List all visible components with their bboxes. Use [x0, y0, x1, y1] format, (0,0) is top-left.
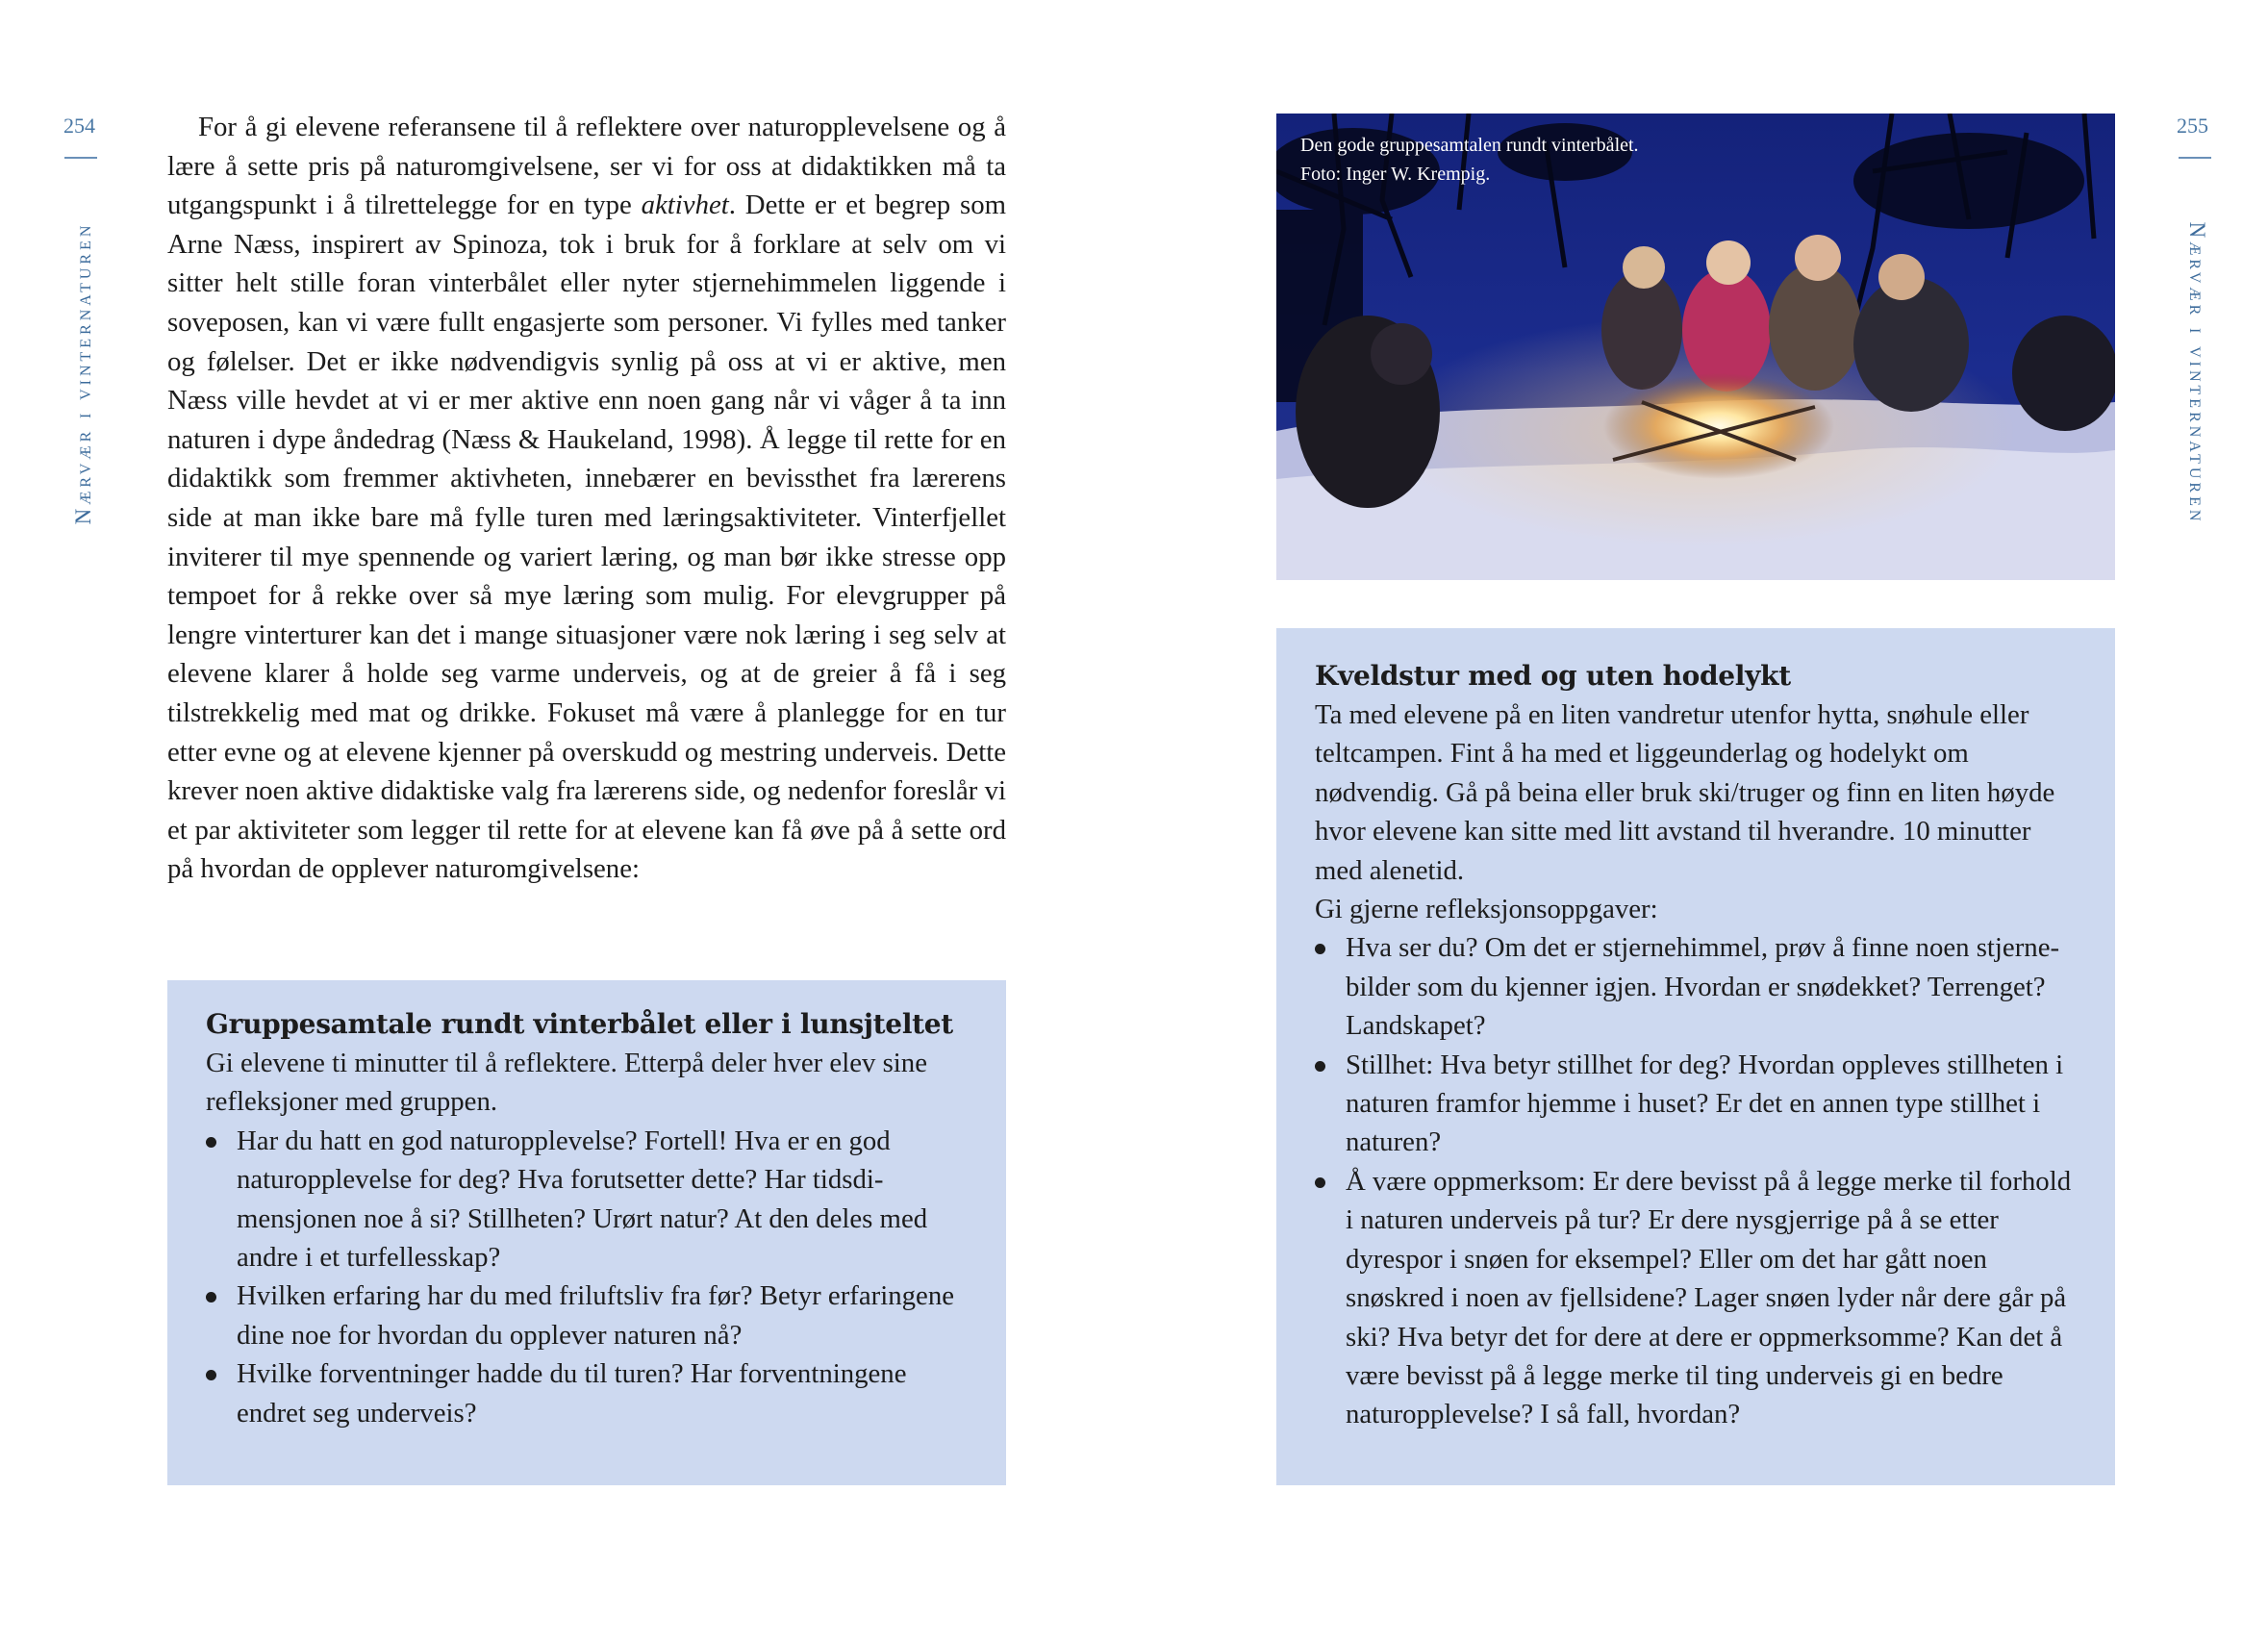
- question-list: [1315, 928, 2077, 1433]
- list-item: Hva ser du? Om det er stjernehimmel, prøv å finne noen stjernebilder som du kjenner igjen. Hvordan er snødekket? Terrenget? Landskapet?: [1315, 928, 2077, 1045]
- bullet-icon: [206, 1292, 216, 1303]
- page-number-rule-left: [64, 157, 97, 159]
- paragraph-emphasis: aktivhet: [641, 190, 729, 221]
- activity-box-evening-walk: [1276, 628, 2115, 1485]
- running-head-right: Nærvær i vinternaturen: [2185, 221, 2209, 525]
- page-number-left: 254: [63, 114, 95, 138]
- bullet-icon: [1315, 1177, 1325, 1188]
- list-item: Hvilke forventninger hadde du til turen? Har forventningene endret seg underveis?: [206, 1354, 968, 1432]
- main-paragraph: [167, 108, 1006, 889]
- bullet-icon: [1315, 944, 1325, 954]
- question-list: [206, 1122, 968, 1432]
- bullet-icon: [206, 1137, 216, 1148]
- running-head-left: Nærvær i vinternaturen: [71, 221, 95, 525]
- caption-line-2: Foto: Inger W. Krempig.: [1300, 164, 1491, 185]
- bullet-icon: [1315, 1061, 1325, 1072]
- list-item: Hvilken erfaring har du med friluftsliv fra før? Betyr erfaringene dine noe for hvordan du opplever naturen nå?: [206, 1277, 968, 1354]
- box-intro: Ta med elevene på en liten vandretur utenfor hytta, snøhule eller teltcampen. Fint å ha med et liggeunderlag og hodelykt om nødvendig. Gå på beina eller bruk ski/truger og finn en liten høyde hvor elevene kan sitte med litt avstand til hverandre. 10 minutter med alenetid.: [1315, 699, 2055, 886]
- box-title: Gruppesamtale rundt vinterbålet eller i lunsjteltet: [206, 1008, 953, 1040]
- list-item: Har du hatt en god naturopplevelse? Fortell! Hva er en god naturopplevelse for deg? Hva forutsetter dette? Har tidsdimensjonen noe å si? Stillheten? Urørt natur? At den deles med andre i et turfellesskap?: [206, 1122, 968, 1277]
- list-item: Stillhet: Hva betyr stillhet for deg? Hvordan oppleves stillheten i naturen framfor hjemme i huset? Er det en annen type stillhet i naturen?: [1315, 1046, 2077, 1162]
- box-intro-2: Gi gjerne refleksjonsoppgaver:: [1315, 894, 1658, 925]
- box-title: Kveldstur med og uten hodelykt: [1315, 660, 1791, 692]
- box-intro: Gi elevene ti minutter til å reflektere. Etterpå deler hver elev sine refleksjoner med gruppen.: [206, 1048, 927, 1118]
- paragraph-text-part1: For å gi elevene referansene til å reflektere over naturopplevelsene og å lære å sette pris på naturomgivelsene, ser vi for oss at didaktikken må ta utgangspunkt i å tilrettelegge for en type: [167, 112, 1006, 221]
- page-number-rule-right: [2179, 157, 2211, 159]
- page-number-right: 255: [2177, 114, 2208, 138]
- photo-caption: [1300, 131, 1639, 189]
- list-item: Å være oppmerksom: Er dere bevisst på å legge merke til forhold i naturen underveis på tur? Er dere nysgjerrige på å se etter dyrespor i snøen for eksempel? Eller om det har gått noen snøskred i noen av fjellsidene? Lager snøen lyder når dere går på ski? Hva betyr det for dere at dere er oppmerksomme? Kan det å være bevisst på å legge merke til ting underveis gi en bedre naturopplevelse? I så fall, hvordan?: [1315, 1162, 2077, 1434]
- bullet-icon: [206, 1370, 216, 1380]
- caption-line-1: Den gode gruppesamtalen rundt vinterbålet.: [1300, 135, 1639, 156]
- activity-box-group-talk: [167, 980, 1006, 1485]
- paragraph-text-part2: . Dette er et begrep som Arne Næss, inspirert av Spinoza, tok i bruk for å forklare at selv om vi sitter helt stille foran vinterbålet eller nyter stjernehimmelen liggende i soveposen, kan vi være fullt engasjerte som personer. Vi fylles med tanker og følelser. Det er ikke nødvendigvis synlig på oss at vi er aktive, men Næss ville hevdet at vi er mer aktive enn noen gang når vi våger å ta inn naturen i dype åndedrag (Næss & Haukeland, 1998). Å legge til rette for en didaktikk som fremmer aktivheten, innebærer en bevissthet fra lærerens side at man ikke bare må fylle turen med læringsaktiviteter. Vinterfjellet inviterer til mye spennende og variert læring, og man bør ikke stresse opp tempoet for å rekke over så mye læring som mulig. For elevgrupper på lengre vinterturer kan det i mange situasjoner være nok læring i seg selv at elevene klarer å holde seg varme underveis, og at de greier å få i seg tilstrekkelig med mat og drikke. Fokuset må være å planlegge for en tur etter evne og at elevene kjenner på overskudd og mestring underveis. Dette krever noen aktive didaktiske valg fra lærerens side, og nedenfor foreslår vi et par aktiviteter som legger til rette for at elevene kan få øve på å sette ord på hvordan de opplever naturomgivelsene:: [167, 190, 1006, 885]
